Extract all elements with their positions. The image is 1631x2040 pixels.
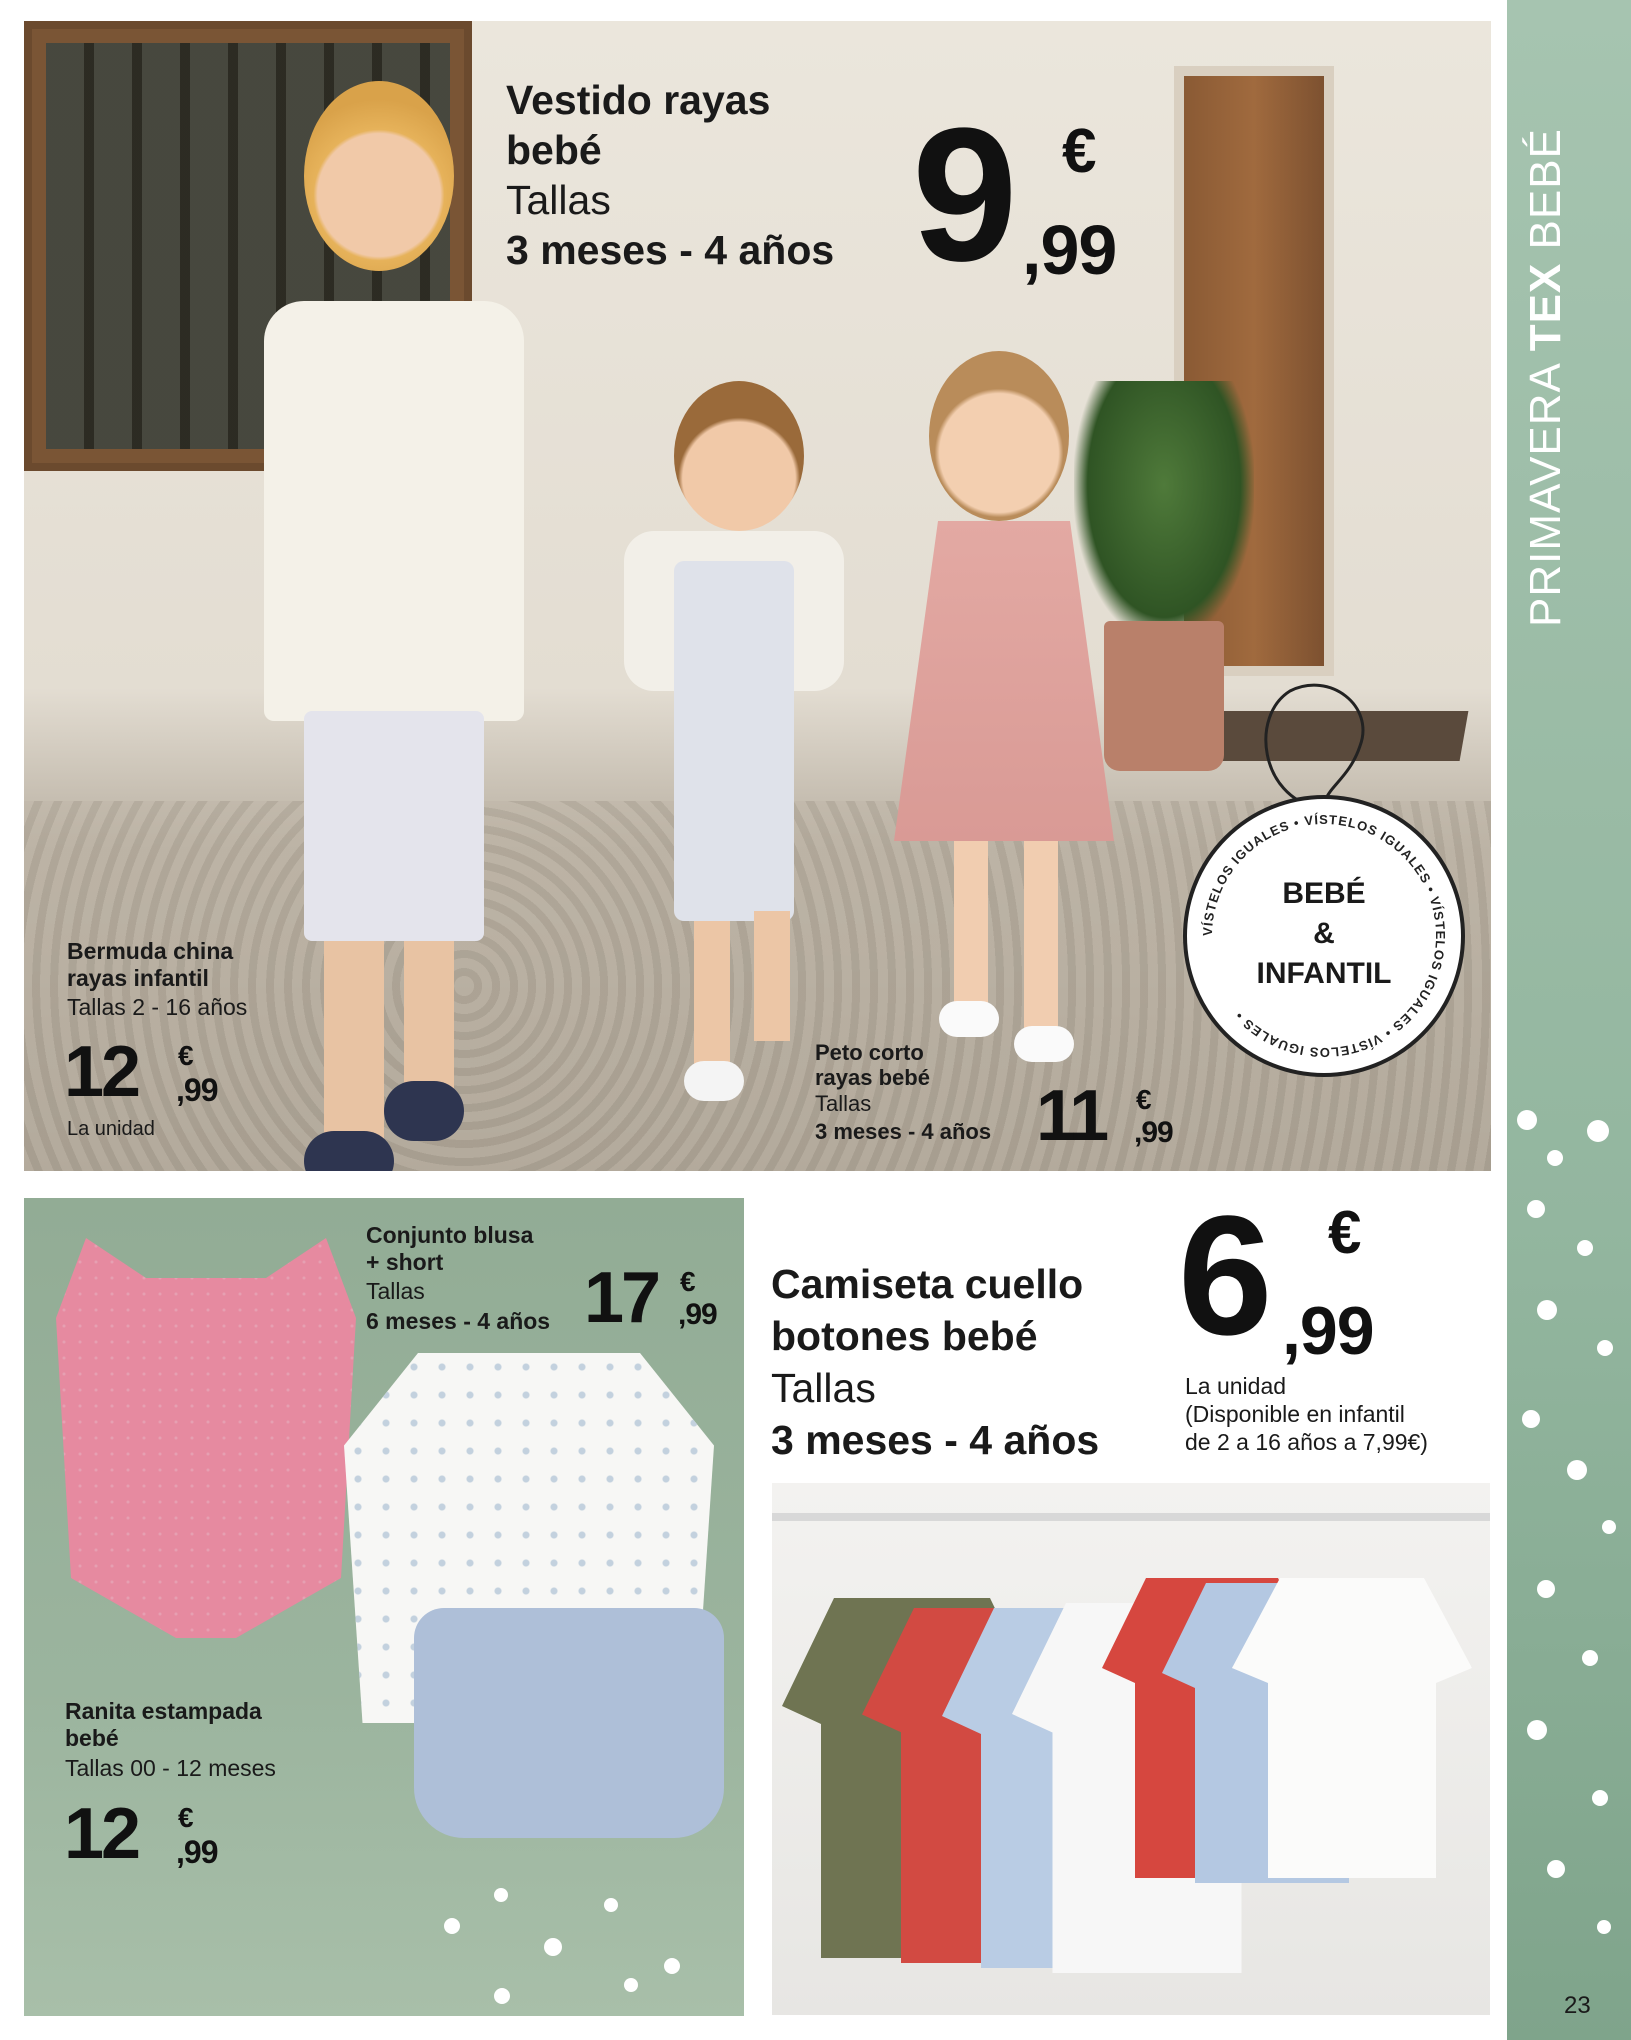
boy-figure bbox=[244, 81, 544, 1171]
toddler-figure bbox=[614, 381, 854, 1121]
conjunto-name-line1: Conjunto blusa bbox=[366, 1222, 534, 1248]
stamp-line3: INFANTIL bbox=[1256, 957, 1392, 990]
ranita-name-line1: Ranita estampada bbox=[65, 1698, 262, 1724]
camiseta-block bbox=[771, 1258, 1099, 1466]
conjunto-sizes-range: 6 meses - 4 años bbox=[366, 1308, 551, 1334]
peto-name-line1: Peto corto bbox=[815, 1040, 924, 1065]
ranita-price-currency: € bbox=[178, 1802, 191, 1833]
camiseta-sizes-label: Tallas bbox=[771, 1365, 876, 1411]
ranita-image bbox=[56, 1238, 356, 1638]
hero-title-line1: Vestido rayas bbox=[506, 77, 771, 123]
girl-figure bbox=[874, 351, 1134, 1071]
peto-price-currency: € bbox=[1136, 1084, 1149, 1115]
side-strip bbox=[1507, 0, 1631, 2040]
page-number: 23 bbox=[1564, 1992, 1591, 2019]
camiseta-price-dec: ,99 bbox=[1282, 1293, 1374, 1369]
peto-sizes-label: Tallas bbox=[815, 1091, 872, 1116]
camiseta-price-currency: € bbox=[1328, 1199, 1359, 1266]
bermuda-price-int: 12 bbox=[64, 1032, 139, 1112]
stamp-line1: BEBÉ bbox=[1282, 877, 1366, 910]
conjunto-name-line2: + short bbox=[366, 1249, 444, 1275]
camiseta-note-line1: (Disponible en infantil bbox=[1185, 1401, 1405, 1427]
ranita-name-line2: bebé bbox=[65, 1725, 119, 1751]
bermuda-price-currency: € bbox=[178, 1040, 191, 1071]
camiseta-price bbox=[1178, 1181, 1438, 1376]
camiseta-title-line2: botones bebé bbox=[771, 1313, 1038, 1359]
conjunto-price-int: 17 bbox=[584, 1258, 659, 1338]
conjunto-price-dec: ,99 bbox=[678, 1298, 717, 1331]
ranita-sizes: Tallas 00 - 12 meses bbox=[65, 1755, 276, 1781]
camiseta-unit: La unidad bbox=[1185, 1373, 1287, 1399]
hero-price-dec: ,99 bbox=[1022, 211, 1117, 289]
camiseta-price-int: 6 bbox=[1178, 1181, 1270, 1371]
peto-sizes-range: 3 meses - 4 años bbox=[815, 1119, 992, 1144]
ranita-price-int: 12 bbox=[64, 1794, 139, 1874]
bermuda-name-line1: Bermuda china bbox=[67, 938, 234, 964]
hero-title-block bbox=[506, 75, 834, 275]
camiseta-sizes-range: 3 meses - 4 años bbox=[771, 1417, 1100, 1463]
peto-name-line2: rayas bebé bbox=[815, 1065, 930, 1090]
hero-price-int: 9 bbox=[912, 89, 1015, 301]
tshirt-white-buttoned bbox=[1232, 1578, 1472, 1878]
peto-block bbox=[815, 1040, 991, 1146]
hero-sizes-label: Tallas bbox=[506, 177, 611, 223]
bermuda-name-line2: rayas infantil bbox=[67, 965, 209, 991]
clothes-rail bbox=[772, 1513, 1490, 1521]
shorts-image bbox=[414, 1608, 724, 1838]
camiseta-title-line1: Camiseta cuello bbox=[771, 1261, 1084, 1307]
bermuda-sizes: Tallas 2 - 16 años bbox=[67, 994, 248, 1020]
peto-price-int: 11 bbox=[1036, 1076, 1107, 1156]
peto-price-dec: ,99 bbox=[1134, 1116, 1173, 1149]
visteles-iguales-stamp bbox=[1183, 795, 1465, 1077]
ranita-price-dec: ,99 bbox=[176, 1834, 218, 1870]
hero-price bbox=[912, 89, 1172, 310]
hero-price-currency: € bbox=[1062, 117, 1094, 186]
side-title: PRIMAVERA TEX BEBÉ bbox=[1521, 128, 1570, 627]
hero-sizes-range: 3 meses - 4 años bbox=[506, 227, 835, 273]
bermuda-price bbox=[64, 1032, 244, 1116]
camiseta-note-line2: de 2 a 16 años a 7,99€) bbox=[1185, 1429, 1428, 1455]
conjunto-price bbox=[584, 1260, 734, 1340]
bermuda-unit: La unidad bbox=[67, 1118, 155, 1140]
conjunto-block bbox=[366, 1222, 550, 1336]
bermuda-price-dec: ,99 bbox=[176, 1072, 218, 1108]
bermuda-block bbox=[67, 938, 247, 1022]
hero-title-line2: bebé bbox=[506, 127, 602, 173]
ranita-block bbox=[65, 1698, 276, 1784]
svg-text:VÍSTELOS IGUALES • VÍSTELOS IG: VÍSTELOS IGUALES • VÍSTELOS IGUALES • VÍSTELOS IGUALES • VÍSTELOS IGUALES • bbox=[1199, 811, 1449, 1061]
ranita-price bbox=[64, 1794, 244, 1878]
tshirt-rail-photo bbox=[772, 1483, 1490, 2015]
camiseta-note-block bbox=[1185, 1372, 1428, 1456]
peto-price bbox=[1036, 1078, 1196, 1158]
conjunto-price-currency: € bbox=[680, 1266, 693, 1297]
conjunto-sizes-label: Tallas bbox=[366, 1278, 425, 1304]
stamp-line2: & bbox=[1313, 917, 1335, 950]
